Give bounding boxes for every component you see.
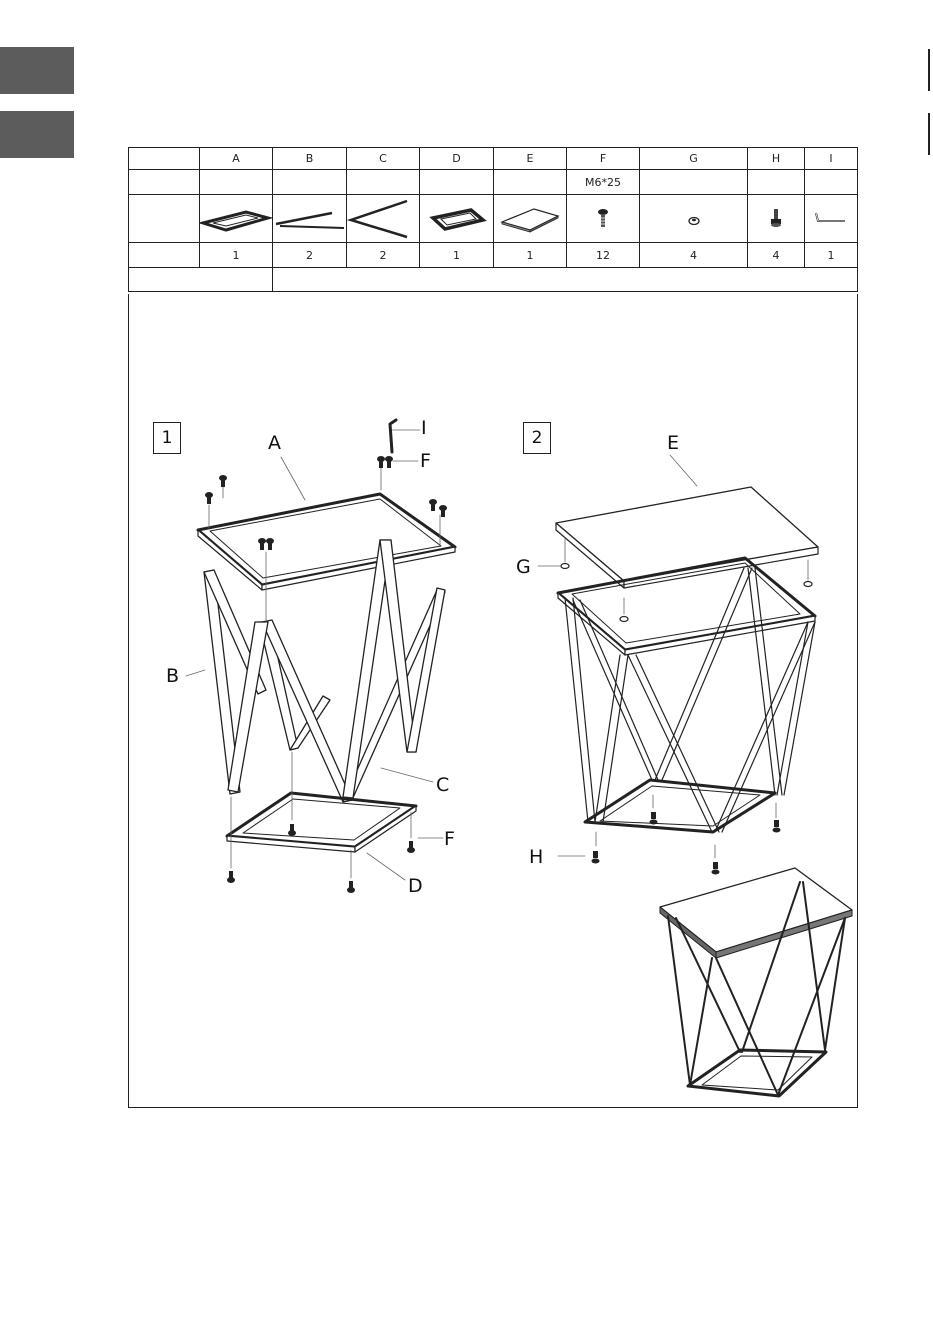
step-1-top-frame (198, 494, 455, 590)
part-letter: H (748, 148, 805, 170)
callout-G: G (516, 556, 531, 578)
step-2-frame (558, 558, 815, 832)
part-quantity: 4 (640, 243, 748, 268)
part-letter: B (273, 148, 347, 170)
step-2-number: 2 (523, 422, 551, 454)
step-2-foot-bolts (592, 812, 781, 875)
part-quantity: 1 (805, 243, 858, 268)
part-letter: E (494, 148, 567, 170)
callout-C: C (436, 774, 450, 796)
part-letter: I (805, 148, 858, 170)
step-2-top-panel (556, 487, 818, 588)
step-1-bottom-frame (227, 793, 416, 852)
part-quantity: 1 (420, 243, 494, 268)
part-letter: G (640, 148, 748, 170)
callout-F-bottom: F (444, 828, 455, 850)
callout-I: I (421, 417, 427, 439)
part-quantity: 2 (347, 243, 420, 268)
callout-E: E (667, 432, 680, 454)
part-letter: F (567, 148, 640, 170)
part-quantity: 1 (200, 243, 273, 268)
part-letter: D (420, 148, 494, 170)
part-letter: A (200, 148, 273, 170)
callout-D: D (408, 875, 423, 897)
step-1-legs (204, 540, 445, 802)
part-quantity: 2 (273, 243, 347, 268)
callout-H: H (529, 846, 544, 868)
part-letter: C (347, 148, 420, 170)
callout-B: B (166, 665, 180, 687)
part-quantity: 12 (567, 243, 640, 268)
part-quantity: 4 (748, 243, 805, 268)
step-1-number: 1 (153, 422, 181, 454)
part-spec: M6*25 (567, 170, 640, 195)
callout-A: A (268, 432, 281, 454)
finished-table-drawing (660, 868, 852, 1096)
allen-key-drawing (390, 420, 396, 452)
callout-F-top: F (420, 450, 431, 472)
part-quantity: 1 (494, 243, 567, 268)
